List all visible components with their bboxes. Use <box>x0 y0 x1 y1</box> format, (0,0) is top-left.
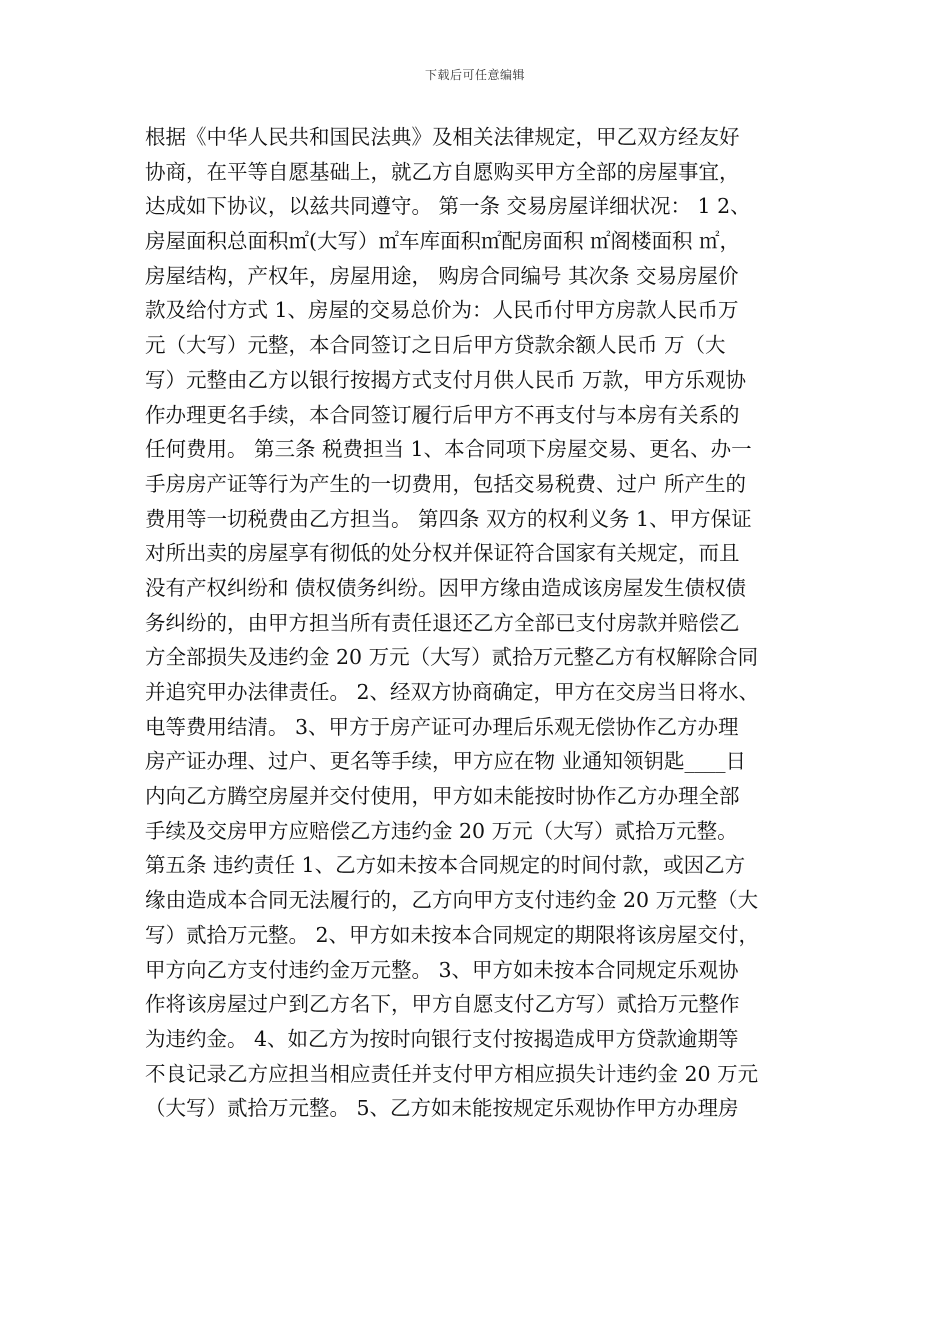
text-line: 任何费用。 第三条 税费担当 1、本合同项下房屋交易、更名、办一 <box>145 437 752 462</box>
text-line: （大写）贰拾万元整。 5、乙方如未能按规定乐观协作甲方办理房 <box>145 1096 739 1121</box>
text-line: 对所出卖的房屋享有彻低的处分权并保证符合国家有关规定，而且 <box>145 541 740 566</box>
text-line: 方全部损失及违约金 20 万元（大写）贰拾万元整乙方有权解除合同 <box>145 645 759 670</box>
text-line: 缘由造成本合同无法履行的，乙方向甲方支付违约金 20 万元整（大 <box>145 888 759 913</box>
text-line: 务纠纷的，由甲方担当所有责任退还乙方全部已支付房款并赔偿乙 <box>145 610 740 635</box>
text-line: 不良记录乙方应担当相应责任并支付甲方相应损失计违约金 20 万元 <box>145 1061 759 1086</box>
text-line: 作办理更名手续，本合同签订履行后甲方不再支付与本房有关系的 <box>145 402 740 427</box>
text-line: 房产证办理、过户、更名等手续，甲方应在物 业通知领钥匙____日 <box>145 749 747 774</box>
text-line: 协商，在平等自愿基础上，就乙方自愿购买甲方全部的房屋事宜， <box>145 159 740 184</box>
text-line: 手房房产证等行为产生的一切费用，包括交易税费、过户 所产生的 <box>145 471 747 496</box>
text-line: 没有产权纠纷和 债权债务纠纷。因甲方缘由造成该房屋发生债权债 <box>145 575 747 600</box>
text-line: 手续及交房甲方应赔偿乙方违约金 20 万元（大写）贰拾万元整。 <box>145 818 738 843</box>
text-line: 根据《中华人民共和国民法典》及相关法律规定，甲乙双方经友好 <box>145 125 740 149</box>
contract-body <box>145 120 825 1126</box>
text-line: 作将该房屋过户到乙方名下，甲方自愿支付乙方写）贰拾万元整作 <box>145 992 740 1017</box>
text-line: 达成如下协议，以兹共同遵守。 第一条 交易房屋详细状况： 1 2、 <box>145 194 751 219</box>
text-line: 写）贰拾万元整。 2、甲方如未按本合同规定的期限将该房屋交付， <box>145 922 760 947</box>
text-line: 元（大写）元整，本合同签订之日后甲方贷款余额人民币 万（大 <box>145 333 726 358</box>
text-line: 并追究甲办法律责任。 2、经双方协商确定，甲方在交房当日将水、 <box>145 680 760 704</box>
text-line: 款及给付方式 1、房屋的交易总价为：人民币付甲方房款人民币万 <box>145 298 739 323</box>
page-header: 下载后可任意编辑 <box>424 68 525 82</box>
text-line: 房屋面积总面积㎡(大写）㎡车库面积㎡配房面积 ㎡阁楼面积 ㎡， <box>145 229 741 254</box>
text-line: 费用等一切税费由乙方担当。 第四条 双方的权利义务 1、甲方保证 <box>145 506 752 531</box>
text-line: 为违约金。 4、如乙方为按时向银行支付按揭造成甲方贷款逾期等 <box>145 1026 739 1051</box>
text-line: 第五条 违约责任 1、乙方如未按本合同规定的时间付款，或因乙方 <box>145 853 746 878</box>
text-line: 写）元整由乙方以银行按揭方式支付月供人民币 万款，甲方乐观协 <box>145 367 747 392</box>
text-line: 房屋结构，产权年，房屋用途， 购房合同编号 其次条 交易房屋价 <box>145 263 739 288</box>
text-line: 电等费用结清。 3、甲方于房产证可办理后乐观无偿协作乙方办理 <box>145 714 739 739</box>
text-line: 甲方向乙方支付违约金万元整。 3、甲方如未按本合同规定乐观协 <box>145 957 739 982</box>
text-line: 内向乙方腾空房屋并交付使用，甲方如未能按时协作乙方办理全部 <box>145 784 740 809</box>
